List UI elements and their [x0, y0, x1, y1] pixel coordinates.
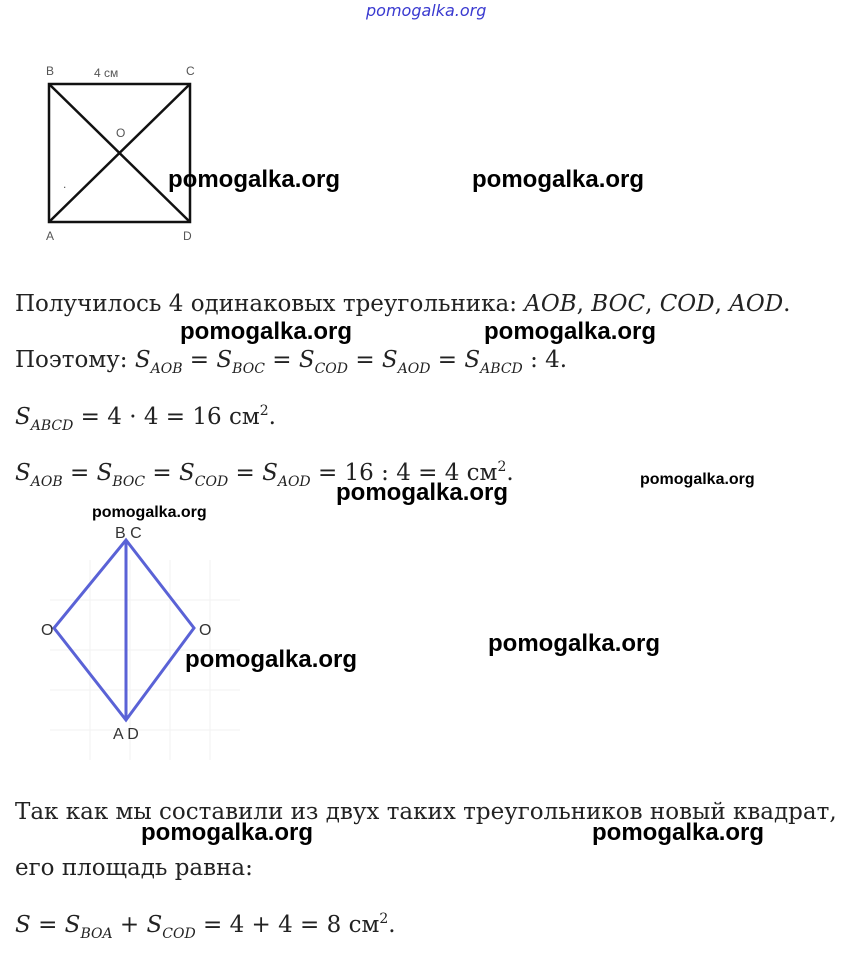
- math-s: S: [464, 347, 481, 373]
- watermark: pomogalka.org: [92, 504, 207, 521]
- math-s: S: [134, 347, 151, 373]
- math-subscript: ABCD: [30, 418, 74, 434]
- math-expression: = 16 : 4 = 4 см: [310, 460, 498, 486]
- watermark: pomogalka.org: [185, 646, 358, 673]
- math-subscript: AOD: [277, 474, 311, 490]
- math-superscript: 2: [379, 911, 389, 927]
- vertex-a-label: A: [46, 229, 55, 243]
- watermark: pomogalka.org: [141, 819, 314, 846]
- math-subscript: AOB: [150, 361, 183, 377]
- math-subscript: BOC: [232, 361, 265, 377]
- math-superscript: 2: [497, 459, 507, 475]
- math-s: S: [146, 912, 163, 938]
- math-s: S: [178, 460, 195, 486]
- math-expression: = 4 + 4 = 8 см: [195, 912, 380, 938]
- math-s: S: [15, 460, 31, 486]
- math-eq: =: [62, 460, 97, 486]
- math-subscript: BOA: [80, 926, 113, 942]
- math-subscript: AOB: [30, 474, 63, 490]
- math-s: S: [216, 347, 233, 373]
- center-o-label: O: [116, 126, 126, 140]
- watermark: pomogalka.org: [484, 318, 657, 345]
- math-s: S: [15, 404, 31, 430]
- vertex-c-label: C: [186, 64, 195, 78]
- math-tail: : 4.: [522, 347, 568, 373]
- math-end: .: [506, 460, 514, 486]
- math-eq: =: [145, 460, 179, 486]
- math-s: S: [96, 460, 113, 486]
- watermark: pomogalka.org: [168, 166, 341, 193]
- header-watermark: pomogalka.org: [366, 1, 487, 20]
- top-label: B C: [115, 525, 142, 542]
- text-line-triangles: Получилось 4 одинаковых треугольника: AOB, BOC, COD, AOD.: [15, 291, 791, 317]
- math-subscript: COD: [314, 361, 349, 377]
- text-line-therefore: [15, 347, 567, 377]
- stray-dot: .: [63, 177, 67, 191]
- text-line-final-area: $S = S_{BOA} + S_{COD} = 4 + 4 = 8$ $см^2$.: [15, 911, 396, 942]
- text-line-area-abcd: [15, 403, 276, 434]
- math-subscript: BOC: [112, 474, 146, 490]
- math-eq: =: [348, 347, 382, 373]
- text-line-area-equals: его площадь равна:: [15, 855, 253, 881]
- math-subscript: COD: [194, 474, 229, 490]
- text-line-new-square: Так как мы составили из двух таких треугольников новый квадрат,: [15, 799, 837, 825]
- math-subscript: COD: [162, 926, 196, 942]
- vertex-d-label: D: [183, 229, 192, 243]
- math-superscript: 2: [259, 403, 269, 419]
- math-s: S: [64, 912, 81, 938]
- math-triangle: AOD: [729, 291, 784, 317]
- side-length-label: 4 см: [94, 66, 119, 80]
- math-triangle: AOB: [524, 291, 577, 317]
- watermark: pomogalka.org: [336, 479, 509, 506]
- math-subscript: ABCD: [480, 361, 523, 377]
- math-end: .: [268, 404, 276, 430]
- text-segment: Поэтому:: [15, 347, 135, 373]
- math-triangle: COD: [659, 291, 715, 317]
- math-eq: =: [30, 912, 65, 938]
- math-eq: =: [264, 347, 299, 373]
- math-expression: = 4 · 4 = 16 см: [73, 404, 260, 430]
- math-s: S: [298, 347, 315, 373]
- watermark: pomogalka.org: [592, 819, 765, 846]
- rhombus-outline: [54, 540, 194, 720]
- math-s: S: [381, 347, 398, 373]
- math-end: .: [388, 912, 396, 938]
- math-eq: =: [228, 460, 263, 486]
- math-eq: =: [430, 347, 465, 373]
- vertex-b-label: B: [46, 64, 55, 78]
- math-subscript: AOD: [397, 361, 431, 377]
- watermark: pomogalka.org: [640, 471, 755, 488]
- math-triangle: BOC: [591, 291, 646, 317]
- watermark: pomogalka.org: [180, 318, 353, 345]
- math-s: S: [262, 460, 278, 486]
- watermark: pomogalka.org: [488, 630, 661, 657]
- right-o-label: O: [199, 622, 212, 639]
- square-diagram: [40, 60, 220, 245]
- left-o-label: O: [41, 622, 54, 639]
- math-eq: =: [182, 347, 217, 373]
- math-s: S: [15, 912, 31, 938]
- text-segment: Получилось 4 одинаковых треугольника:: [15, 291, 525, 317]
- watermark: pomogalka.org: [472, 166, 645, 193]
- bottom-label: A D: [113, 726, 139, 743]
- rhombus-diagram: [30, 520, 250, 770]
